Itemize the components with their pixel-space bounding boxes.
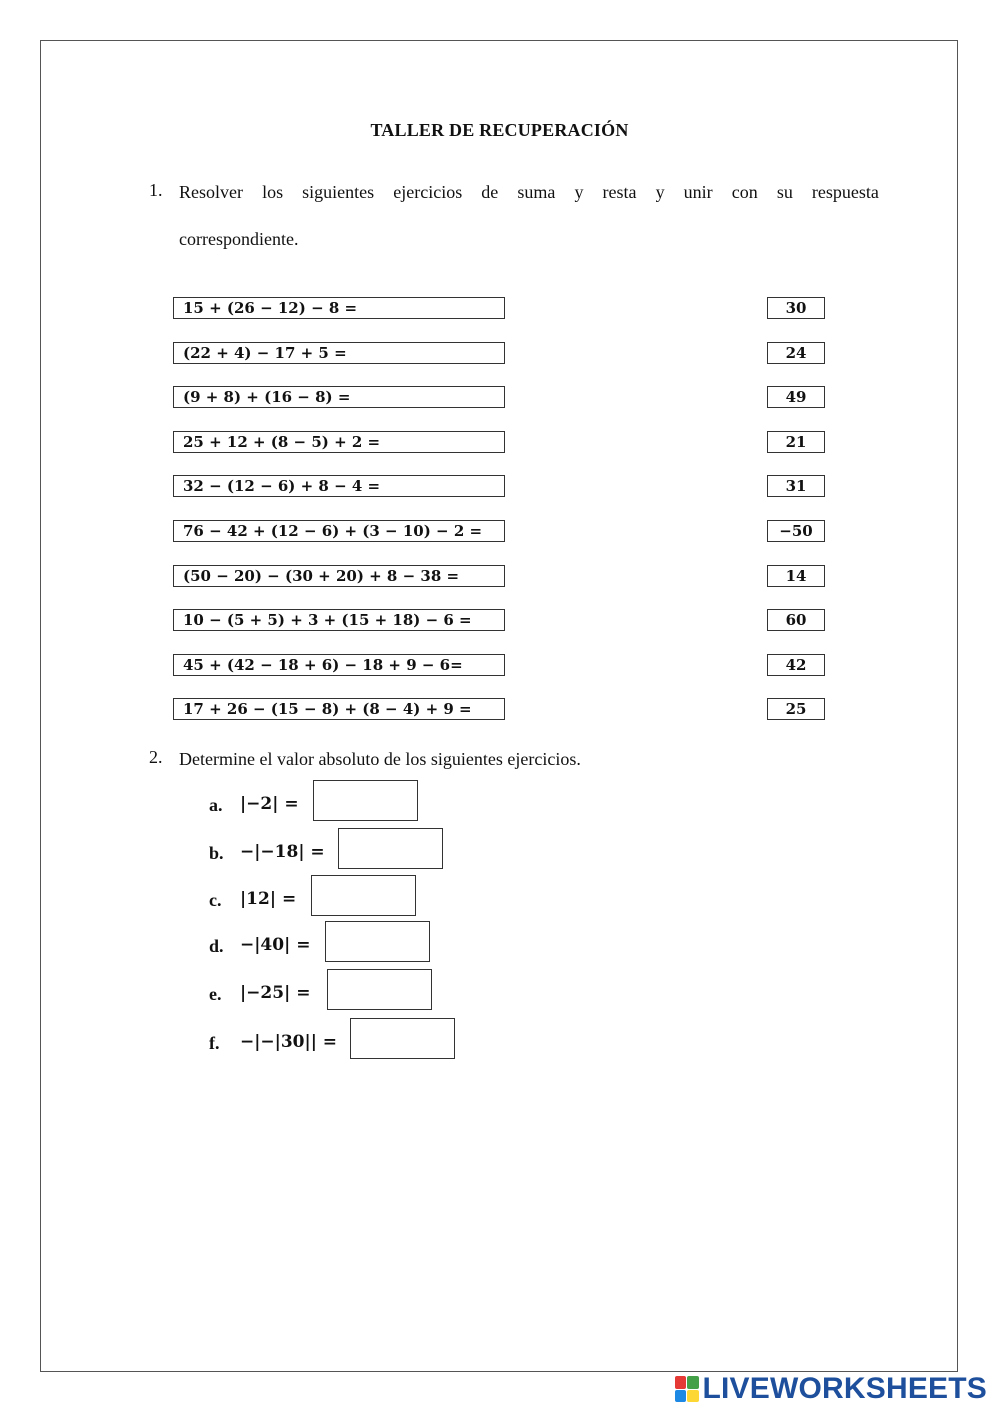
- question-1-word: respuesta: [811, 182, 879, 202]
- exercise-expression-box[interactable]: 17 + 26 − (15 − 8) + (8 − 4) + 9 =: [173, 698, 505, 720]
- exercise-answer-box[interactable]: 21: [767, 431, 825, 453]
- exercise-expression-box[interactable]: 76 − 42 + (12 − 6) + (3 − 10) − 2 =: [173, 520, 505, 542]
- question-1-word: suma: [517, 182, 556, 202]
- logo-mark-tile: [675, 1390, 687, 1403]
- question-1-word: Resolver: [179, 182, 243, 202]
- question-1-word: siguientes: [302, 182, 375, 202]
- question-1-word: ejercicios: [393, 182, 463, 202]
- exercise-answer-box[interactable]: 24: [767, 342, 825, 364]
- exercise-answer-box[interactable]: −50: [767, 520, 825, 542]
- absolute-item-label: d.: [209, 936, 224, 956]
- worksheet-title: TALLER DE RECUPERACIÓN: [370, 120, 629, 140]
- absolute-item-label: e.: [209, 984, 222, 1004]
- exercise-answer-box[interactable]: 30: [767, 297, 825, 319]
- logo-mark-tile: [675, 1376, 687, 1389]
- question-1-line-1: [179, 180, 879, 204]
- absolute-item-expression: −|−18| =: [240, 842, 325, 862]
- brand-name: LIVEWORKSHEETS: [702, 1372, 987, 1405]
- absolute-item-label: b.: [209, 843, 224, 863]
- exercise-expression-box[interactable]: (50 − 20) − (30 + 20) + 8 − 38 =: [173, 565, 505, 587]
- exercise-expression-box[interactable]: 45 + (42 − 18 + 6) − 18 + 9 − 6=: [173, 654, 505, 676]
- absolute-item-expression: |−2| =: [240, 794, 299, 814]
- absolute-item-label: a.: [209, 795, 223, 815]
- logo-mark-tile: [687, 1390, 699, 1403]
- question-1-text: [179, 180, 879, 251]
- absolute-item-expression: −|40| =: [240, 935, 311, 955]
- liveworksheets-logo: [675, 1372, 988, 1406]
- exercise-answer-box[interactable]: 49: [767, 386, 825, 408]
- question-2-number: 2.: [149, 747, 163, 767]
- absolute-item-label: c.: [209, 890, 222, 910]
- exercise-expression-box[interactable]: 32 − (12 − 6) + 8 − 4 =: [173, 475, 505, 497]
- question-1-word: unir: [683, 182, 713, 202]
- question-1-number: 1.: [149, 180, 163, 200]
- absolute-item-expression: |12| =: [240, 889, 297, 909]
- logo-mark-tile: [687, 1376, 699, 1389]
- question-1-word: y: [574, 182, 584, 202]
- exercise-answer-box[interactable]: 31: [767, 475, 825, 497]
- question-1-word: los: [262, 182, 284, 202]
- question-2-text: Determine el valor absoluto de los siguientes ejercicios.: [179, 749, 581, 769]
- absolute-answer-input[interactable]: [311, 875, 416, 916]
- exercise-answer-box[interactable]: 42: [767, 654, 825, 676]
- absolute-answer-input[interactable]: [327, 969, 432, 1010]
- exercise-expression-box[interactable]: (9 + 8) + (16 − 8) =: [173, 386, 505, 408]
- exercise-expression-box[interactable]: 15 + (26 − 12) − 8 =: [173, 297, 505, 319]
- exercise-answer-box[interactable]: 60: [767, 609, 825, 631]
- exercise-expression-box[interactable]: 10 − (5 + 5) + 3 + (15 + 18) − 6 =: [173, 609, 505, 631]
- exercise-answer-box[interactable]: 25: [767, 698, 825, 720]
- absolute-item-label: f.: [209, 1033, 220, 1053]
- exercise-answer-box[interactable]: 14: [767, 565, 825, 587]
- question-1-word: de: [481, 182, 499, 202]
- question-1-line-2: correspondiente.: [179, 229, 299, 249]
- absolute-answer-input[interactable]: [325, 921, 430, 962]
- absolute-answer-input[interactable]: [338, 828, 443, 869]
- absolute-answer-input[interactable]: [350, 1018, 455, 1059]
- question-1-word: su: [776, 182, 793, 202]
- absolute-item-expression: −|−|30|| =: [240, 1032, 338, 1052]
- exercise-expression-box[interactable]: (22 + 4) − 17 + 5 =: [173, 342, 505, 364]
- question-1-word: resta: [602, 182, 637, 202]
- liveworksheets-logo-icon: [675, 1376, 699, 1402]
- question-1-word: con: [731, 182, 758, 202]
- absolute-item-expression: |−25| =: [240, 983, 311, 1003]
- absolute-answer-input[interactable]: [313, 780, 418, 821]
- exercise-expression-box[interactable]: 25 + 12 + (8 − 5) + 2 =: [173, 431, 505, 453]
- question-1-word: y: [655, 182, 665, 202]
